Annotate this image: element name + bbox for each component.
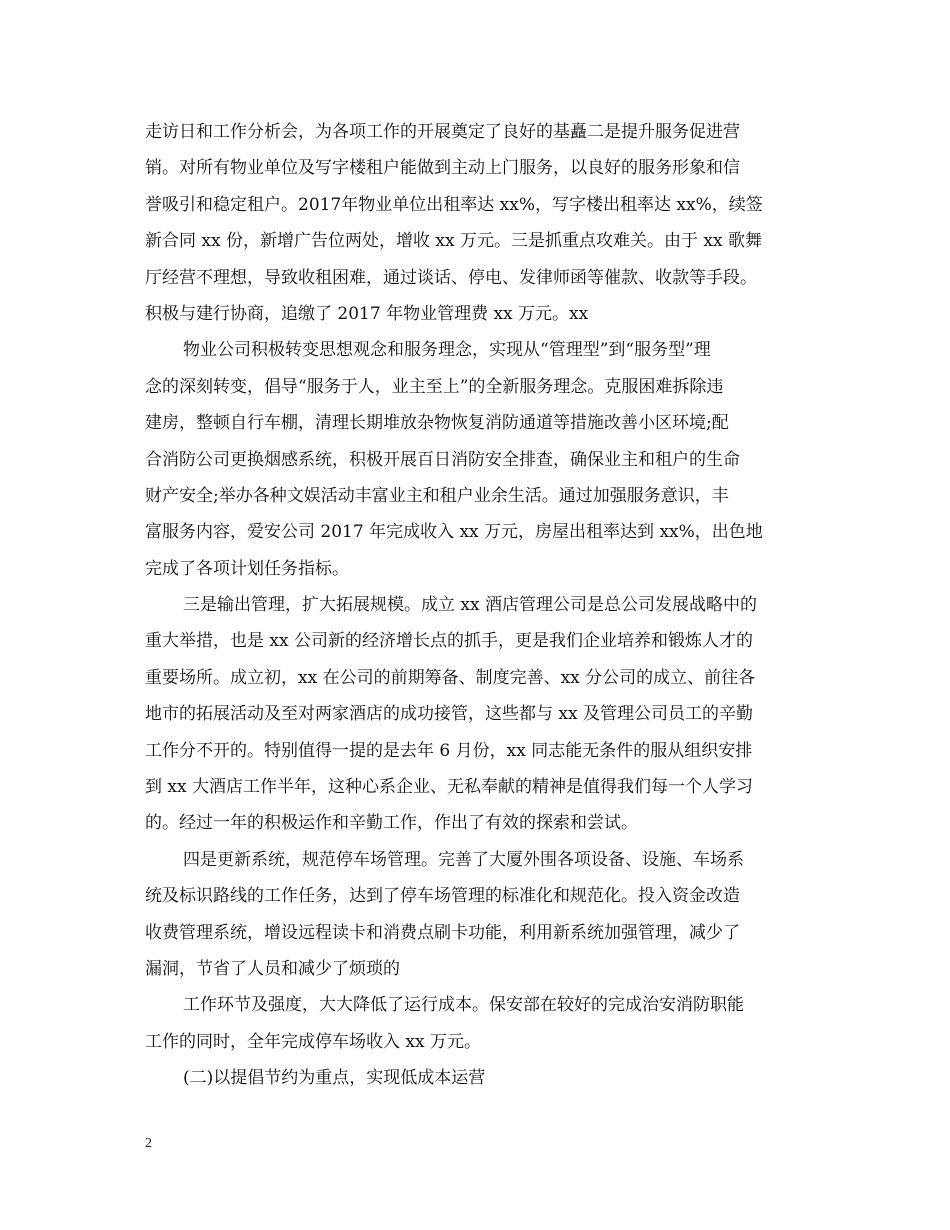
text-line: 念的深刻转变，倡导“服务于人，业主至上”的全新服务理念。克服困难拆除违 (145, 376, 724, 397)
text-line: 的。经过一年的积极运作和辛勤工作，作出了有效的探索和尝试。 (145, 813, 638, 834)
text-line: 销。对所有物业单位及写字楼租户能做到主动上门服务，以良好的服务形象和信 (145, 158, 740, 179)
text-line: 誉吸引和稳定租户。2017年物业单位出租率达 xx%，写字楼出租率达 xx%，续签 (145, 194, 763, 215)
text-line: 漏洞，节省了人员和减少了烦琐的 (145, 958, 400, 979)
page-number: 2 (145, 1136, 152, 1151)
text-line: 财产安全;举办各种文娱活动丰富业主和租户业余生活。通过加强服务意识，丰 (145, 485, 729, 506)
document-body (145, 114, 815, 1097)
paragraph-start-line: 工作环节及强度，大大降低了运行成本。保安部在较好的完成治安消防职能 (183, 995, 744, 1016)
text-line: 富服务内容，爱安公司 2017 年完成收入 xx 万元，房屋出租率达到 xx%，出色地 (145, 522, 763, 543)
text-line: 积极与建行协商，追缴了 2017 年物业管理费 xx 万元。xx (145, 303, 589, 324)
text-line: 工作分不开的。特别值得一提的是去年 6 月份，xx 同志能无条件的服从组织安排 (145, 740, 753, 761)
text-line: 工作的同时，全年完成停车场收入 xx 万元。 (145, 1031, 481, 1052)
text-line: 厅经营不理想，导致收租困难，通过谈话、停电、发律师函等催款、收款等手段。 (145, 267, 757, 288)
text-line: 重大举措，也是 xx 公司新的经济增长点的抓手，更是我们企业培养和锻炼人才的 (145, 631, 753, 652)
section-heading: (二)以提倡节约为重点，实现低成本运营 (183, 1068, 486, 1089)
text-line: 到 xx 大酒店工作半年，这种心系企业、无私奉献的精神是值得我们每一个人学习 (145, 777, 753, 798)
paragraph-start-line: 三是输出管理，扩大拓展规模。成立 xx 酒店管理公司是总公司发展战略中的 (183, 595, 757, 616)
text-line: 新合同 xx 份，新增广告位两处，增收 xx 万元。三是抓重点攻难关。由于 xx 歌舞 (145, 231, 762, 252)
text-line: 走访日和工作分析会，为各项工作的开展奠定了良好的基矗二是提升服务促进营 (145, 122, 740, 142)
text-line: 地市的拓展活动及至对两家酒店的成功接管，这些都与 xx 及管理公司员工的辛勤 (145, 704, 753, 725)
text-line: 统及标识路线的工作任务，达到了停车场管理的标准化和规范化。投入资金改造 (145, 886, 740, 907)
text-line: 收费管理系统，增设远程读卡和消费点刷卡功能，利用新系统加强管理，减少了 (145, 922, 740, 943)
text-line: 重要场所。成立初，xx 在公司的前期筹备、制度完善、xx 分公司的成立、前往各 (145, 667, 756, 688)
paragraph-start-line: 物业公司积极转变思想观念和服务理念，实现从“管理型”到“服务型”理 (183, 340, 711, 361)
text-line: 完成了各项计划任务指标。 (145, 558, 349, 579)
text-line: 建房，整顿自行车棚，清理长期堆放杂物恢复消防通道等措施改善小区环境;配 (145, 413, 729, 434)
paragraph-start-line: 四是更新系统，规范停车场管理。完善了大厦外围各项设备、设施、车场系 (183, 849, 744, 870)
text-line: 合消防公司更换烟感系统，积极开展百日消防安全排查，确保业主和租户的生命 (145, 449, 740, 470)
